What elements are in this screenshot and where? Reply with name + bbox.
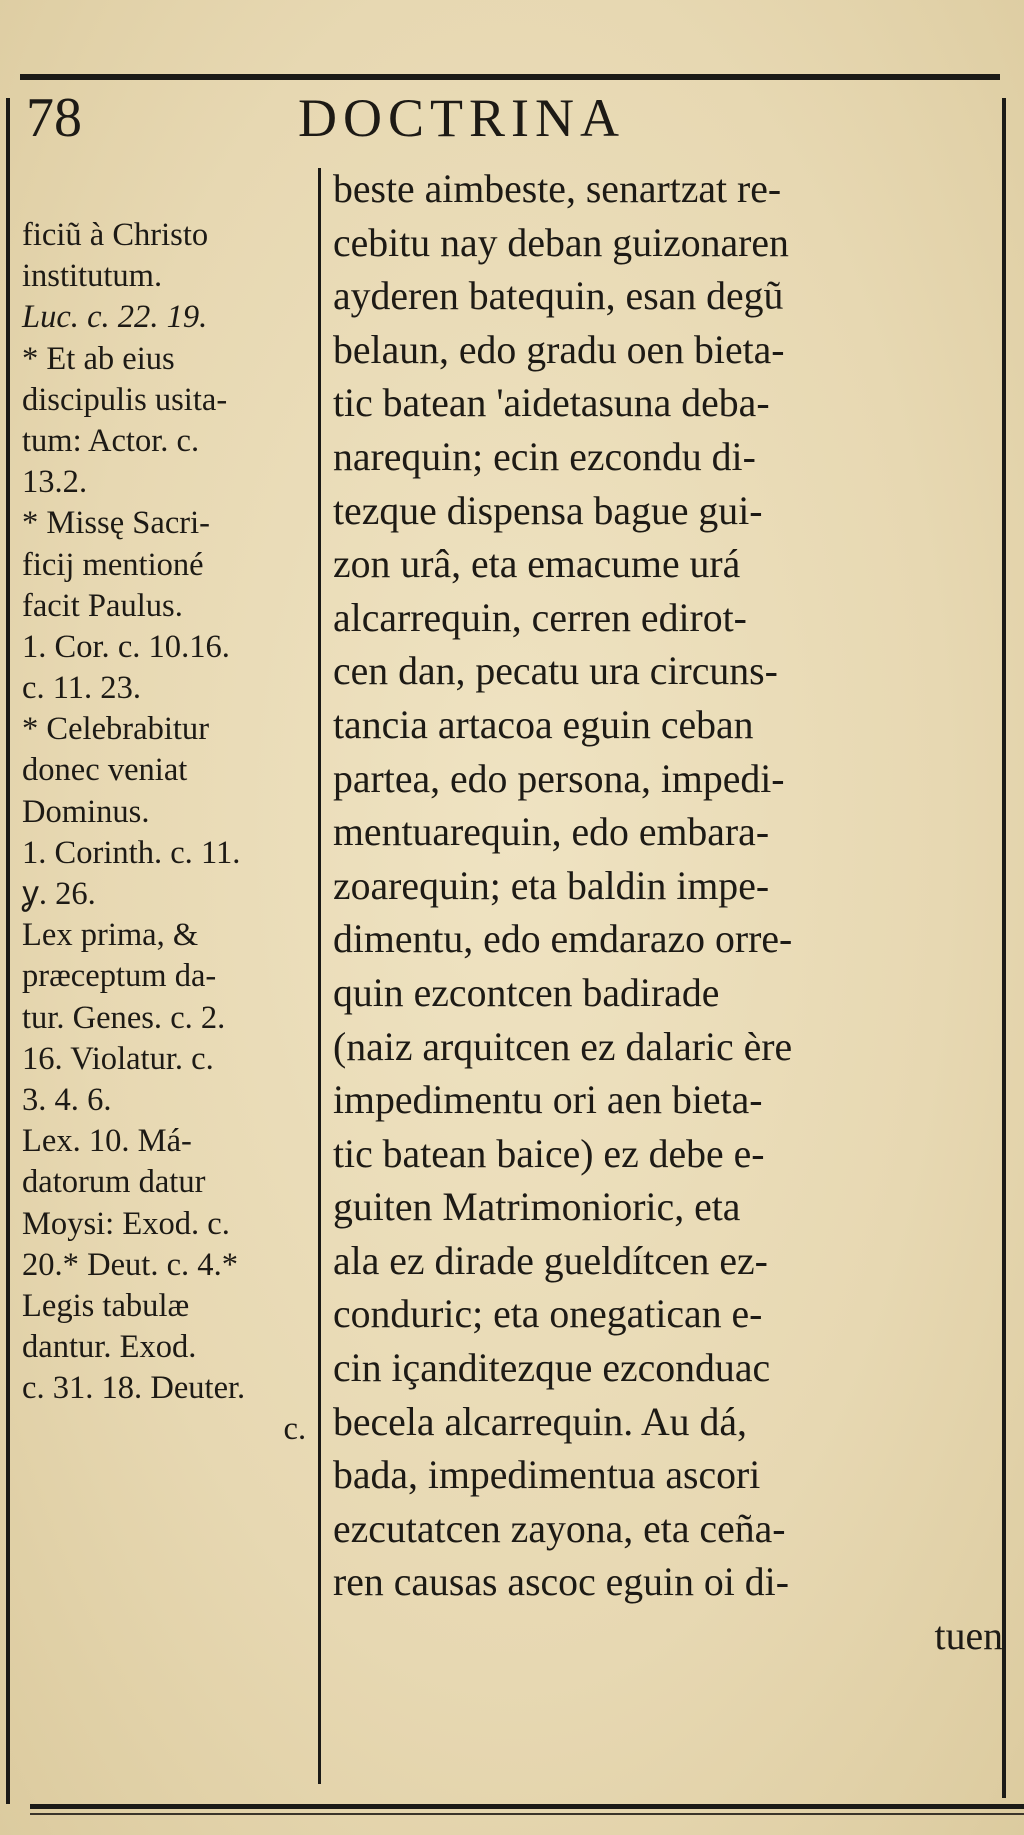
margin-note-line: * Missę Sacri-: [22, 505, 210, 542]
margin-note-line: facit Paulus.: [22, 587, 183, 624]
margin-note-line: Moysi: Exod. c.: [22, 1205, 230, 1242]
left-border-line: [6, 98, 10, 1804]
margin-note-line: * Et ab eius: [22, 340, 175, 377]
body-line: belaun, edo gradu oen bieta-: [333, 326, 785, 372]
margin-divider-line: [318, 168, 321, 1784]
bottom-rule-thin: [30, 1813, 1024, 1815]
body-line: zon urâ, eta emacume urá: [333, 541, 741, 587]
margin-notes-column: [22, 215, 314, 1451]
margin-note-line: c. 11. 23.: [22, 670, 141, 707]
margin-note-line: Legis tabulæ: [22, 1287, 190, 1324]
body-line: dimentu, edo emdarazo orre-: [333, 916, 793, 962]
body-line: mentuarequin, edo embara-: [333, 809, 770, 855]
body-line: tezque dispensa bague gui-: [333, 487, 763, 533]
body-line: ala ez dirade gueldítcen ez-: [333, 1237, 768, 1283]
body-line: ayderen batequin, esan degũ: [333, 273, 784, 319]
margin-note-line: præceptum da-: [22, 958, 217, 995]
body-line: guiten Matrimonioric, eta: [333, 1184, 741, 1230]
margin-note-line: institutum.: [22, 258, 163, 295]
body-line: ezcutatcen zayona, eta ceña-: [333, 1505, 786, 1551]
body-line: partea, edo persona, impedi-: [333, 755, 785, 801]
body-line: bada, impedimentua ascori: [333, 1452, 761, 1498]
body-line: cebitu nay deban guizonaren: [333, 219, 789, 265]
margin-note-line: c.: [283, 1411, 307, 1448]
margin-note-line: Dominus.: [22, 793, 150, 830]
margin-note-line: donec veniat: [22, 752, 188, 789]
page-number: 78: [26, 87, 82, 149]
margin-note-line: * Celebrabitur: [22, 711, 210, 748]
body-line: alcarrequin, cerren edirot-: [333, 594, 747, 640]
margin-note-line: tur. Genes. c. 2.: [22, 999, 226, 1036]
top-rule: [20, 74, 1000, 80]
margin-note-line: dantur. Exod.: [22, 1329, 197, 1366]
body-line: tancia artacoa eguin ceban: [333, 701, 754, 747]
margin-note-line: datorum datur: [22, 1164, 206, 1201]
body-line: becela alcarrequin. Au dá,: [333, 1398, 747, 1444]
body-line: (naiz arquitcen ez dalaric ère: [333, 1023, 793, 1069]
margin-note-line: c. 31. 18. Deuter.: [22, 1370, 246, 1407]
margin-note-line: 13.2.: [22, 464, 88, 501]
body-line: tic batean baice) ez debe e-: [333, 1130, 765, 1176]
margin-note-line: ỿ. 26.: [22, 876, 96, 912]
body-line: conduric; eta onegatican e-: [333, 1291, 763, 1337]
margin-note-line: 16. Violatur. c.: [22, 1040, 214, 1077]
body-text-column: [333, 162, 1003, 1663]
body-line: zoarequin; eta baldin impe-: [333, 862, 770, 908]
catchword: tuen: [934, 1613, 1003, 1659]
body-line: tic batean 'aidetasuna deba-: [333, 380, 770, 426]
margin-note-line: 1. Cor. c. 10.16.: [22, 628, 230, 665]
margin-note-line: 20.* Deut. c. 4.*: [22, 1246, 238, 1283]
margin-note-line: tum: Actor. c.: [22, 422, 200, 459]
body-line: ren causas ascoc eguin oi di-: [333, 1559, 789, 1605]
margin-note-line: 1. Corinth. c. 11.: [22, 834, 241, 871]
body-line: cen dan, pecatu ura circuns-: [333, 648, 778, 694]
body-line: beste aimbeste, senartzat re-: [333, 166, 782, 211]
margin-note-line: 3. 4. 6.: [22, 1081, 112, 1118]
margin-note-line: ficij mentioné: [22, 546, 204, 583]
margin-note-line: Luc. c. 22. 19.: [22, 299, 208, 336]
body-line: quin ezcontcen badirade: [333, 969, 720, 1015]
bottom-rule: [30, 1804, 1024, 1809]
margin-note-line: Lex prima, &: [22, 917, 199, 954]
body-line: narequin; ecin ezcondu di-: [333, 433, 756, 479]
margin-note-line: ficiũ à Christo: [22, 217, 209, 253]
margin-note-line: Lex. 10. Má-: [22, 1123, 192, 1160]
body-line: cin içanditezque ezconduac: [333, 1345, 771, 1391]
running-title: DOCTRINA: [298, 88, 625, 148]
margin-note-line: discipulis usita-: [22, 381, 228, 418]
body-line: impedimentu ori aen bieta-: [333, 1077, 763, 1123]
